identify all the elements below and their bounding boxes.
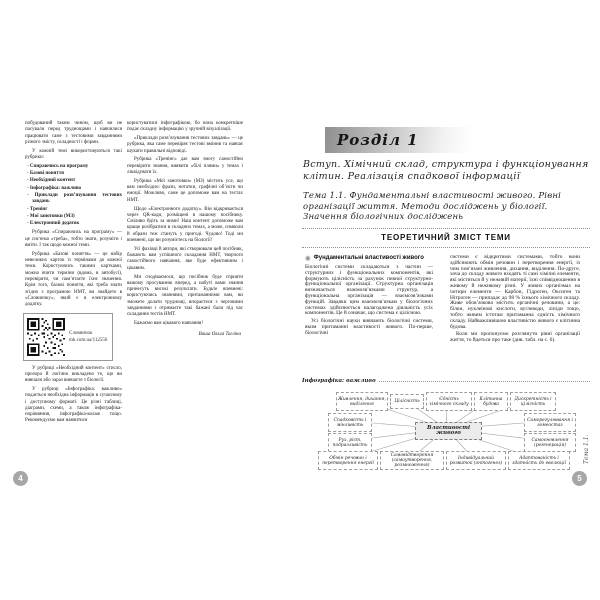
paragraph: Рубрика «Мої занотовки» (МЗ) містить усе, що вам необхідно: фрази, нотатки, графічні об’єкти чи емоції. Можливо, саме це допоможе вам на тестах НМТ. [127, 178, 243, 203]
chapter-badge-label: Розділ 1 [337, 131, 419, 149]
qr-block [23, 313, 113, 361]
paragraph: Коли ми пропонуємо розглянути рівні організації життя, то йдеться про таке (див. табл. на с. 6). [450, 331, 580, 344]
rubric-item: - Базові поняття [27, 171, 122, 177]
rubric-item: - Електронний додаток [27, 221, 122, 227]
qr-label: Словничок [69, 330, 93, 336]
paragraph: побудований таким чином, щоб ви не пасували перед труднощами і навчилися працювати саме з тестовими завданнями різного змісту, складності і форми. [25, 121, 122, 145]
paragraph: системи є відкритими системами, тобто вони здійснюють обмін речовин і перетворення енергії, із чим пов’язані живлення, дихання, виділення. По-друге, хоча до складу живого входять ті самі хімічні елементи, які містяться й у неживій матерії, їхні співвідношення в живому й неживому різні. У живих організмах на чотири елементи — Карбон, Гідроген, Оксиген та Нітроген — припадає до 98 % їхнього хімічного складу. Живе обов’язково містить органічні речовини, а це: білки, нуклеїнові кислоти, вуглеводи, ліпіди тощо, тобто живим істотам притаманна єдність хімічного складу. Найважливішою властивістю живого є клітинна будова. [450, 254, 580, 330]
author-signature: Ваша Ольга Тагліна [198, 332, 241, 338]
subsection-title: Фундаментальні властивості живого [313, 255, 424, 261]
paragraph: Біологічні системи складаються з частин — структурних і функціональних компонентів, які формують цілісність за рахунок певної структурно-функціональної організації. Структурна організація визначається взаємозв’язками структур, а функціональна організація — взаємозв’язками функцій. Завдяки цим взаємозв’язкам у біологічних системах здійснюється налагоджена діяльність усіх компонентів. Це й означає, що система є цілісною. [305, 264, 433, 317]
infographic-box: Рух, ріст, подразливість [328, 433, 372, 452]
right-page-column-2 [450, 255, 580, 346]
rubric-item: - Мої занотовки (МЗ) [27, 214, 122, 220]
infographic-box: Індивідуальний розвиток (онтогенез) [446, 451, 506, 470]
paragraph: Рубрика «Базові поняття» — це набір невеликих карток із термінами до кожної теми. Користуючись такими картками, можна вчити терміни (вдома, в автобусі), перевіряти, чи пам’ятаєте їхнє значення. Крім того, базові поняття, які треба знати згідно з програмою НМТ, ви знайдете в «Словничку», який є в електронному додатку. [25, 251, 122, 308]
right-page [300, 105, 595, 505]
dotted-leader [379, 381, 590, 382]
infographic-box: Живлення, дихання, виділення [336, 392, 388, 411]
paragraph: У кожній темі використовуються такі рубрики: [25, 148, 122, 160]
left-page-column-2 [127, 121, 243, 339]
rubric-list [27, 164, 122, 228]
dotted-rule [302, 228, 590, 229]
paragraph: Рубрика «Тренінг» дає вам змогу самостійно перевірити знання, виявити «білі плями» у темах і ліквідувати їх. [127, 157, 243, 176]
qr-url: mk.com.ua/112556 [69, 337, 108, 343]
rubric-item: - Інфографіка: важливо [27, 186, 122, 192]
paragraph: «Приклади розв’язування тестових завдань» — це рубрика, яка саме перевіряє тестові вміння та навчає шукати правильні відповіді. [127, 136, 243, 154]
infographic-diagram [300, 387, 595, 479]
infographic-box: Обмін речовин і перетворення енергії [318, 451, 378, 470]
qr-caption [69, 330, 107, 344]
paragraph: У рубриці «Інфографіка: важливо» подається необхідна інформація в сучасному і доступному форматі. Це різні таблиці, діаграми, схеми, а також інфографіка-порівняння, інфографіка-колаж тощо. Рекомендуємо вам навчитися [25, 386, 122, 424]
rubric-item: - Необхідний контент [27, 178, 122, 184]
infographic-center-box: Властивості живого [415, 422, 482, 440]
left-page-column-1 [25, 121, 122, 427]
rubric-item: - Приклади розв’язування тестових завдань [27, 193, 122, 206]
infographic-label-row [302, 378, 590, 384]
qr-code-icon[interactable] [27, 318, 65, 356]
dotted-rule [302, 247, 590, 248]
bullet-icon: ◉ [305, 255, 311, 262]
infographic-box: Саморегулювання і гомеостаз [524, 413, 576, 432]
sidebar-topic-label: Тема 1.1. [583, 434, 590, 464]
page-number-badge: 4 [13, 471, 28, 486]
infographic-box: Цілісність [390, 394, 424, 409]
paragraph: У рубриці «Необхідний контент» стисло, прозоро й логічно викладено те, що ви вивчали або зараз вивчаєте з біології. [25, 365, 122, 384]
infographic-box: Самооновлення (регенерація) [524, 433, 576, 452]
page-number-badge: 5 [572, 471, 587, 486]
infographic-box: Самовідтворення (самоутворення, розмноження) [380, 451, 444, 470]
paragraph: Бажаємо вам цікавого навчання! [134, 321, 204, 327]
infographic-box: Адаптованість і здатність до еволюції [508, 451, 570, 470]
infographic-box: Дискретність і цілісність [510, 392, 556, 411]
infographic-box: Спадковість і мінливість [328, 413, 372, 432]
paragraph: користуватися інфографікою, бо вона конкретніше подає складну інформацію у зручній візуалізації. [127, 121, 243, 133]
chapter-badge [325, 127, 471, 153]
paragraph: Усі біологічні науки вивчають біологічні системи, яким притаманні властивості живого. По-перше, біологічні [305, 318, 433, 336]
infographic-box: Єдність хімічного складу [426, 392, 472, 411]
right-page-column-1 [305, 255, 433, 339]
infographic-box: Клітинна будова [474, 392, 508, 411]
rubric-item: - Спираючись на програму [27, 164, 122, 170]
topic-title: Тема 1.1. Фундаментальні властивості живого. Рівні організації життя. Методи досліджень у біології. Значення біологічних досліджень [303, 191, 562, 222]
paragraph: Щодо «Електронного додатку». Він відкривається через QR-коди, розміщені в нашому посібнику. Сміливо йдіть за ними! Наш контент допоможе вам краще розібратися в складних темах, а може, символи й образи теж стануть у пригоді. Чудово! Тоді ми впевнені, що ви розумієтесь на біології! [127, 206, 243, 244]
infographic-label: Інфографіка: важливо [302, 378, 376, 384]
paragraph: Рубрика «Спираючись на програму» — це система «треба», тобто знати, розуміти і вміти. І так щодо кожної теми. [25, 230, 122, 249]
paragraph: Ми сподіваємося, що посібник буде сприяти вашому просуванню вперед, а набуті вами знання принесуть високі результати. Будьте впевнені: користуючись знаннями, притаманними вам, ви зможете долати труднощі, впораєтеся з черговими завданнями і отримаєте такі бажані бали під час складання тестів НМТ. [127, 274, 243, 318]
rubric-item: - Тренінг [27, 207, 122, 213]
section-heading: ТЕОРЕТИЧНИЙ ЗМІСТ ТЕМИ [381, 233, 511, 242]
chapter-subtitle: Вступ. Хімічний склад, структура і функціонування клітин. Реалізація спадкової інформації [303, 159, 589, 182]
left-page [10, 105, 248, 505]
subsection-heading [305, 255, 433, 262]
paragraph: Усі фахівці й автори, які створювали цей посібник, бажають вам успішного складання НМТ, творчого самостійного навчання, яке буде ефективним і цікавим. [127, 246, 243, 271]
